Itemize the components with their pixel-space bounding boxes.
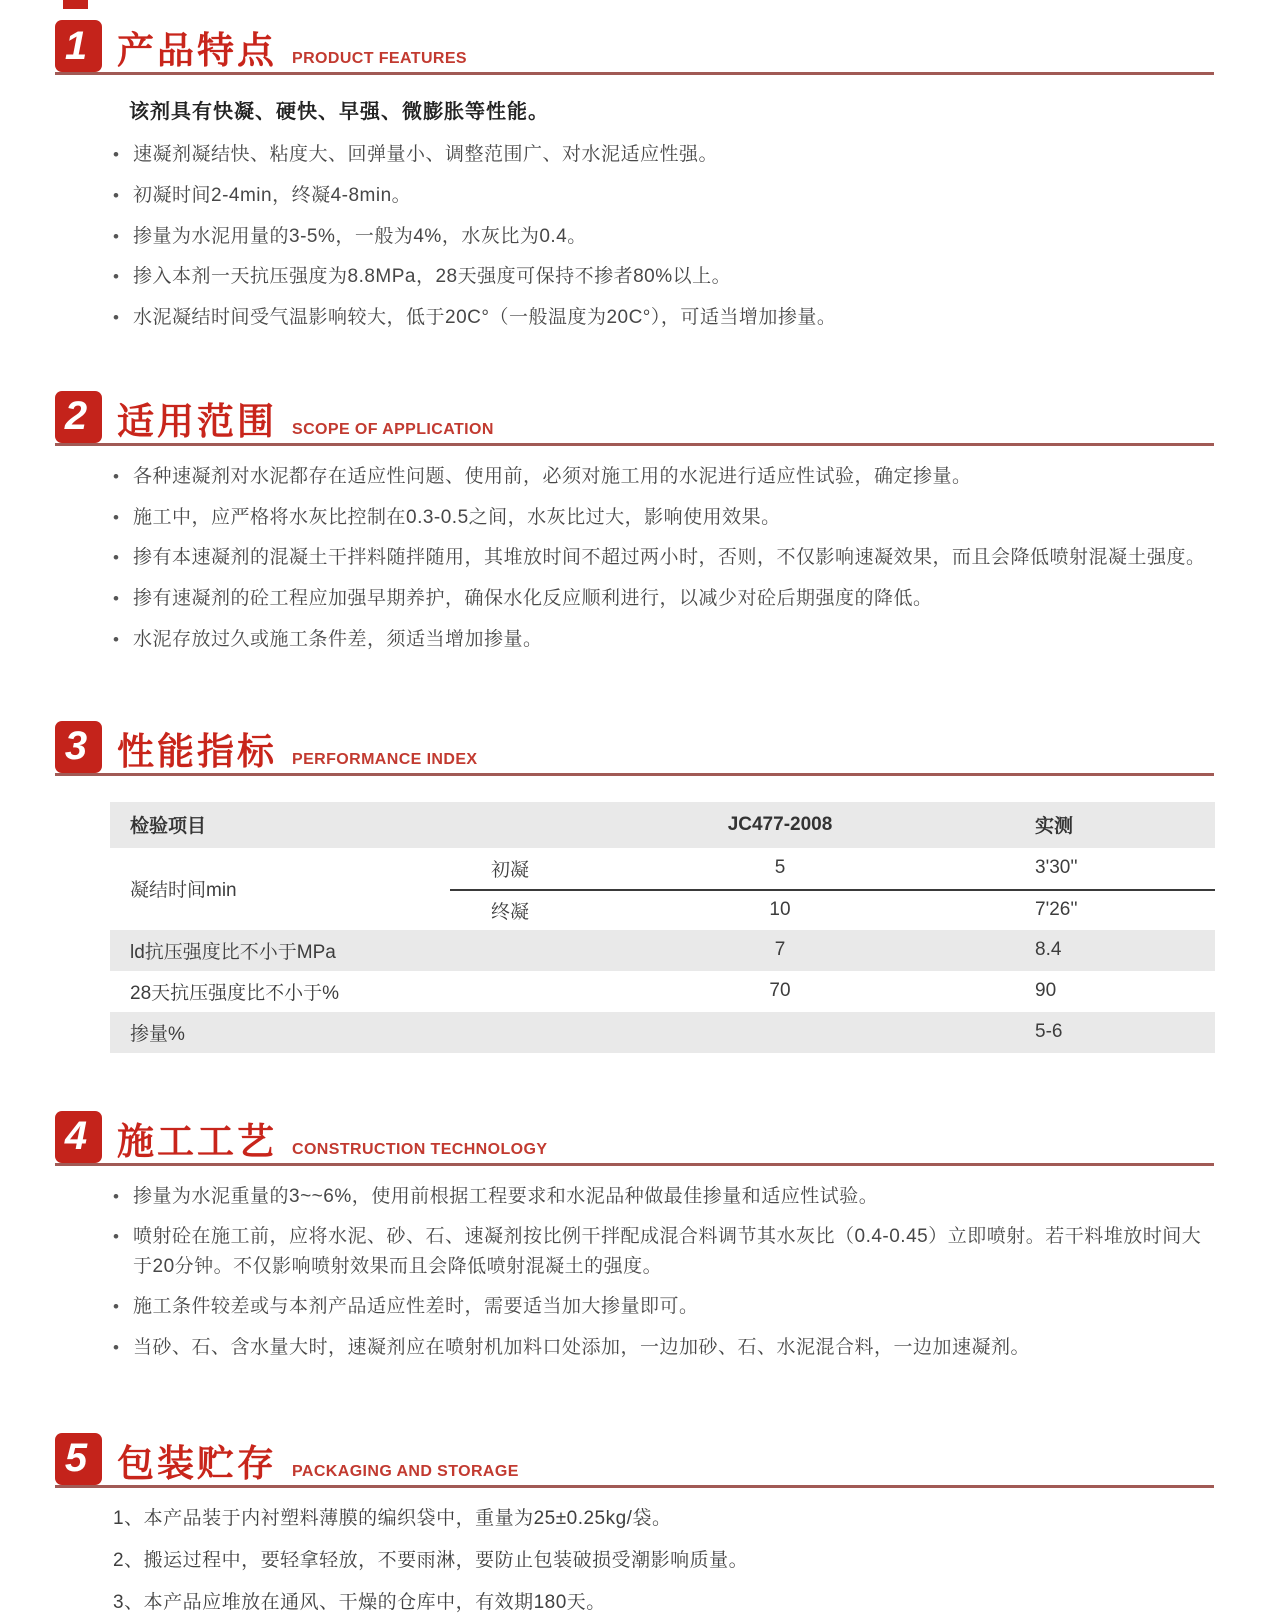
section-number-badge: 4: [55, 1111, 102, 1163]
section-title-cn: 产品特点: [117, 30, 277, 71]
numbered-item: 2、搬运过程中，要轻拿轻放，不要雨淋，要防止包装破损受潮影响质量。: [113, 1550, 749, 1572]
table-header-project: 检验项目: [110, 802, 450, 848]
section-title-en: PACKAGING AND STORAGE: [292, 1462, 519, 1480]
list-item-text: 掺量为水泥用量的3-5%，一般为4%，水灰比为0.4。: [133, 225, 587, 247]
list-item-text: 掺有速凝剂的砼工程应加强早期养护，确保水化反应顺利进行，以减少对砼后期强度的降低。: [133, 588, 933, 609]
list-item: [113, 584, 1210, 614]
bullet-icon: •: [113, 226, 120, 246]
table-row-label-1d-strength: ld抗压强度比不小于MPa: [110, 930, 570, 971]
section-body: [113, 462, 1210, 655]
section-body: [113, 140, 1210, 333]
bullet-icon: •: [113, 308, 120, 327]
list-item-text: 各种速凝剂对水泥都存在适应性问题、使用前，必须对施工用的水泥进行适应性试验，确定掺量。: [133, 465, 972, 487]
section-scope-of-application: [55, 391, 1214, 655]
bullet-icon: •: [113, 1337, 120, 1357]
section-title-cn: 包装贮存: [117, 1442, 277, 1484]
section-packaging-storage: [55, 1433, 1214, 1619]
list-item: [113, 1222, 1210, 1281]
list-item-text: 施工中，应严格将水灰比控制在0.3-0.5之间，水灰比过大，影响使用效果。: [133, 506, 781, 528]
section-header: [55, 1433, 1214, 1488]
list-item-text: 掺入本剂一天抗压强度为8.8MPa，28天强度可保持不掺者80%以上。: [133, 266, 732, 288]
bullet-icon: •: [113, 1297, 120, 1317]
table-row-label-dosage: 掺量%: [110, 1012, 570, 1053]
list-item: [113, 1333, 1210, 1363]
section-number-badge: 5: [55, 1433, 102, 1485]
bullet-icon: •: [113, 1186, 120, 1206]
list-item: [113, 503, 1210, 533]
list-item: [113, 462, 1210, 492]
table-row-label-28d-strength: 28天抗压强度比不小于%: [130, 982, 340, 1004]
section-title-cn: 性能指标: [117, 730, 277, 772]
list-item: [113, 543, 1210, 573]
list-item-text: 掺有本速凝剂的混凝土干拌料随拌随用，其堆放时间不超过两小时，否则，不仅影响速凝效果，而且会降低喷射混凝土强度。: [133, 547, 1206, 569]
table-cell-28d-measured: 90: [1035, 980, 1057, 1001]
table-cell-dosage-std: [570, 1012, 990, 1053]
section-title-en: CONSTRUCTION TECHNOLOGY: [292, 1140, 548, 1158]
list-item: [113, 1182, 1210, 1212]
table-cell-initial-measured: 3'30'': [1035, 857, 1078, 878]
list-item: [113, 1292, 1210, 1322]
section-title-en: SCOPE OF APPLICATION: [292, 420, 494, 438]
bullet-icon: •: [113, 185, 120, 205]
section-body: [113, 1182, 1210, 1363]
section-title-cn: 施工工艺: [117, 1120, 277, 1162]
section-performance-index: [55, 721, 1214, 1053]
list-item: [113, 625, 1210, 655]
page-edge-artifact: [63, 0, 88, 9]
list-item-text: 当砂、石、含水量大时，速凝剂应在喷射机加料口处添加，一边加砂、石、水泥混合料，一边加速凝剂。: [133, 1336, 1031, 1358]
numbered-item: 3、本产品应堆放在通风、干燥的仓库中，有效期180天。: [113, 1592, 606, 1614]
list-item-text: 施工条件较差或与本剂产品适应性差时，需要适当加大掺量即可。: [133, 1296, 699, 1318]
table-cell-dosage-measured: 5-6: [990, 1012, 1215, 1053]
section-header: [55, 20, 1214, 75]
table-cell-initial-set: 初凝: [490, 859, 529, 881]
bullet-icon: •: [113, 507, 120, 527]
bullet-icon: •: [113, 629, 120, 649]
list-item-text: 初凝时间2-4min，终凝4-8min。: [133, 184, 412, 206]
section-title-en: PERFORMANCE INDEX: [292, 750, 478, 768]
list-item: [113, 181, 1210, 211]
section-header: [55, 1111, 1214, 1166]
list-item-text: 喷射砼在施工前，应将水泥、砂、石、速凝剂按比例干拌配成混合料调节其水灰比（0.4-0.45）立即喷射。若干料堆放时间大于20分钟。不仅影响喷射效果而且会降低喷射混凝土的强度。: [133, 1226, 1202, 1277]
bullet-icon: •: [113, 145, 120, 164]
list-item: [113, 222, 1210, 252]
section-product-features: [55, 0, 1214, 333]
list-item-text: 速凝剂凝结快、粘度大、回弹量小、调整范围广、对水泥适应性强。: [133, 144, 719, 165]
section-title-en: PRODUCT FEATURES: [292, 50, 467, 67]
table-cell-final-std: 10: [570, 889, 990, 930]
product-intro-text: 该剂具有快凝、硬快、早强、微膨胀等性能。: [129, 101, 549, 123]
table-cell-28d-std: 70: [769, 980, 791, 1001]
table-cell-final-measured: 7'26'': [990, 889, 1215, 930]
section-header: [55, 391, 1214, 446]
bullet-icon: •: [113, 589, 120, 608]
section-number-badge: 2: [55, 391, 102, 443]
list-item-text: 掺量为水泥重量的3~~6%，使用前根据工程要求和水泥品种做最佳掺量和适应性试验。: [133, 1185, 879, 1207]
table-cell-1d-std: 7: [570, 930, 990, 971]
numbered-item: 1、本产品装于内衬塑料薄膜的编织袋中，重量为25±0.25kg/袋。: [113, 1507, 672, 1529]
table-cell-initial-std: 5: [774, 857, 786, 878]
bullet-icon: •: [113, 466, 120, 486]
list-item-text: 水泥凝结时间受气温影响较大，低于20C°（一般温度为20C°），可适当增加掺量。: [133, 307, 837, 328]
table-row-label-setting-time: 凝结时间min: [130, 880, 237, 901]
table-header-spacer: [450, 802, 570, 848]
bullet-icon: •: [113, 267, 120, 287]
section-number-badge: 3: [55, 721, 102, 773]
section-header: [55, 721, 1214, 776]
section-number-badge: 1: [55, 20, 102, 72]
list-item-text: 水泥存放过久或施工条件差，须适当增加掺量。: [133, 628, 543, 650]
section-title-cn: 适用范围: [117, 400, 277, 442]
bullet-icon: •: [113, 548, 120, 568]
table-header-standard: JC477-2008: [570, 802, 990, 848]
section-construction-technology: [55, 1111, 1214, 1363]
list-item: [113, 262, 1210, 292]
table-cell-1d-measured: 8.4: [990, 930, 1215, 971]
table-cell-final-set: 终凝: [450, 889, 570, 930]
table-header-measured: 实测: [990, 802, 1215, 848]
bullet-icon: •: [113, 1227, 120, 1247]
performance-table: [110, 802, 1212, 1053]
list-item: [113, 303, 1210, 333]
list-item: [113, 140, 1210, 170]
section-body: [113, 1504, 1210, 1619]
